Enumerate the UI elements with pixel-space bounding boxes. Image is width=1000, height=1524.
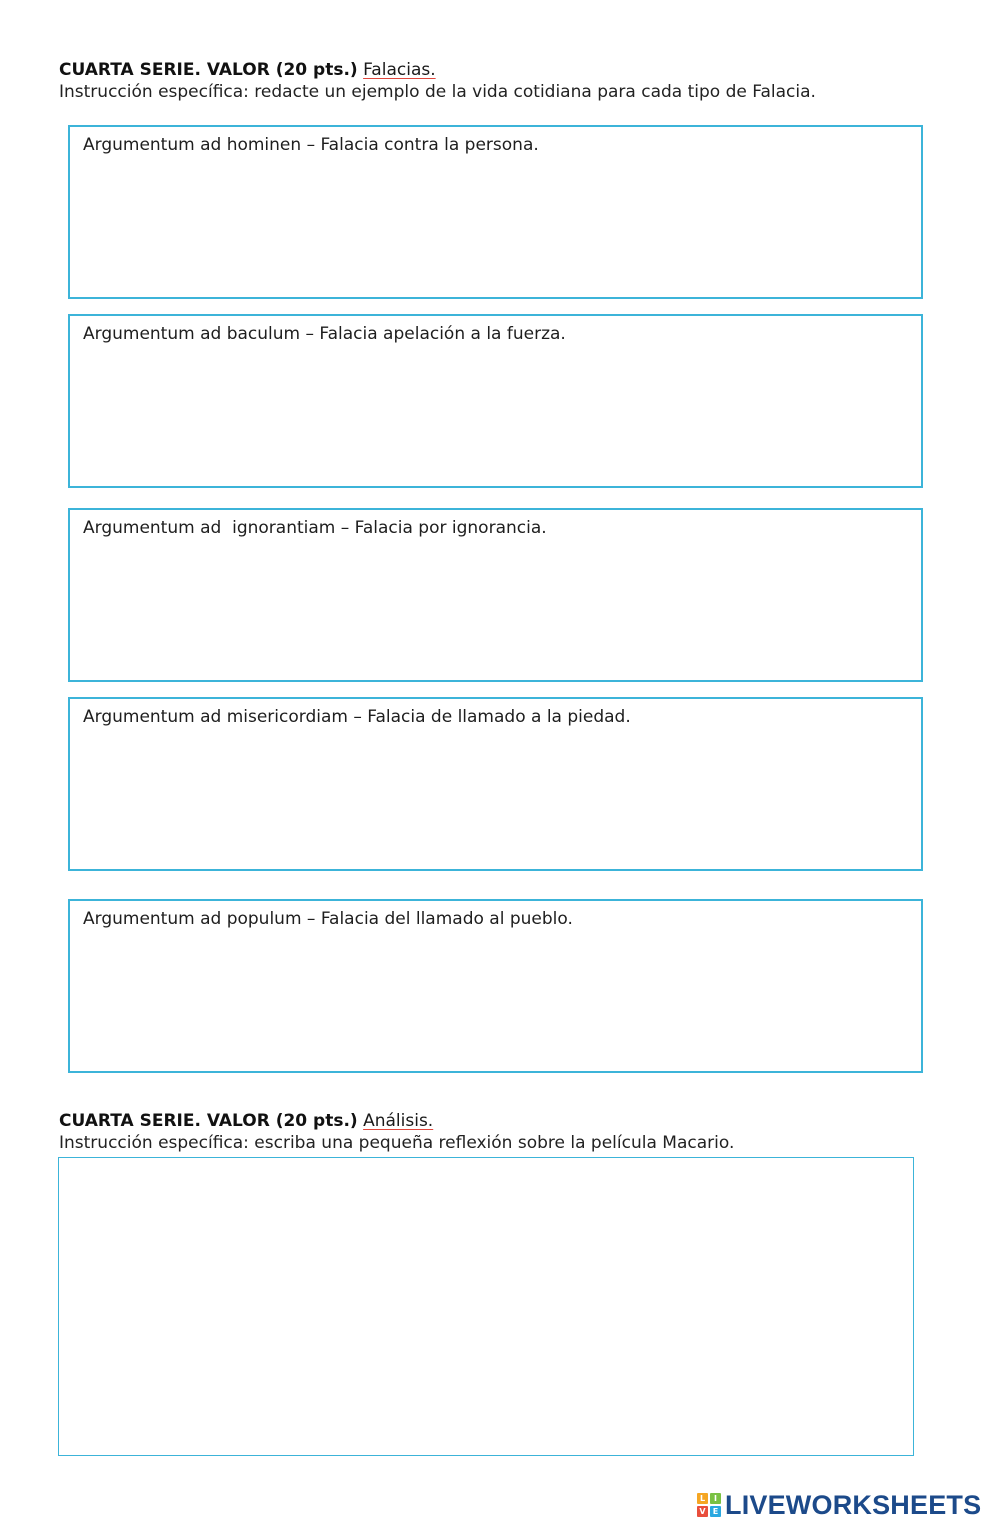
section-header-analisis [59, 1110, 734, 1154]
section-instruction: Instrucción específica: redacte un ejemplo de la vida cotidiana para cada tipo de Falacia. [59, 82, 816, 102]
fallacy-answer-input[interactable] [82, 546, 912, 678]
section-title: CUARTA SERIE. VALOR (20 pts.) [59, 60, 358, 80]
live-logo-icon [697, 1493, 721, 1517]
brand-wordmark: LIVEWORKSHEETS [725, 1489, 982, 1520]
logo-letter: I [710, 1493, 721, 1504]
fallacy-label: Argumentum ad populum – Falacia del llamado al pueblo. [83, 909, 573, 929]
section-header-falacias [59, 59, 816, 103]
analysis-box [58, 1157, 914, 1456]
section-topic: Falacias. [363, 60, 436, 80]
fallacy-answer-input[interactable] [82, 937, 912, 1069]
section-instruction: Instrucción específica: escriba una pequeña reflexión sobre la película Macario. [59, 1133, 735, 1153]
fallacy-label: Argumentum ad misericordiam – Falacia de llamado a la piedad. [83, 707, 631, 727]
logo-letter: L [697, 1493, 708, 1504]
liveworksheets-logo [697, 1490, 981, 1520]
analysis-answer-input[interactable] [67, 1166, 907, 1450]
fallacy-label: Argumentum ad ignorantiam – Falacia por ignorancia. [83, 518, 547, 538]
fallacy-label: Argumentum ad baculum – Falacia apelación a la fuerza. [83, 324, 566, 344]
fallacy-box-ad-misericordiam [68, 697, 923, 871]
fallacy-label: Argumentum ad hominen – Falacia contra la persona. [83, 135, 539, 155]
fallacy-box-ad-baculum [68, 314, 923, 488]
fallacy-answer-input[interactable] [82, 735, 912, 867]
logo-letter: E [710, 1506, 721, 1517]
fallacy-box-ad-populum [68, 899, 923, 1073]
logo-letter: V [697, 1506, 708, 1517]
fallacy-answer-input[interactable] [82, 352, 912, 484]
fallacy-answer-input[interactable] [82, 163, 912, 295]
fallacy-box-ad-hominem [68, 125, 923, 299]
fallacy-box-ad-ignorantiam [68, 508, 923, 682]
section-topic: Análisis. [363, 1111, 434, 1131]
section-title: CUARTA SERIE. VALOR (20 pts.) [59, 1111, 358, 1131]
